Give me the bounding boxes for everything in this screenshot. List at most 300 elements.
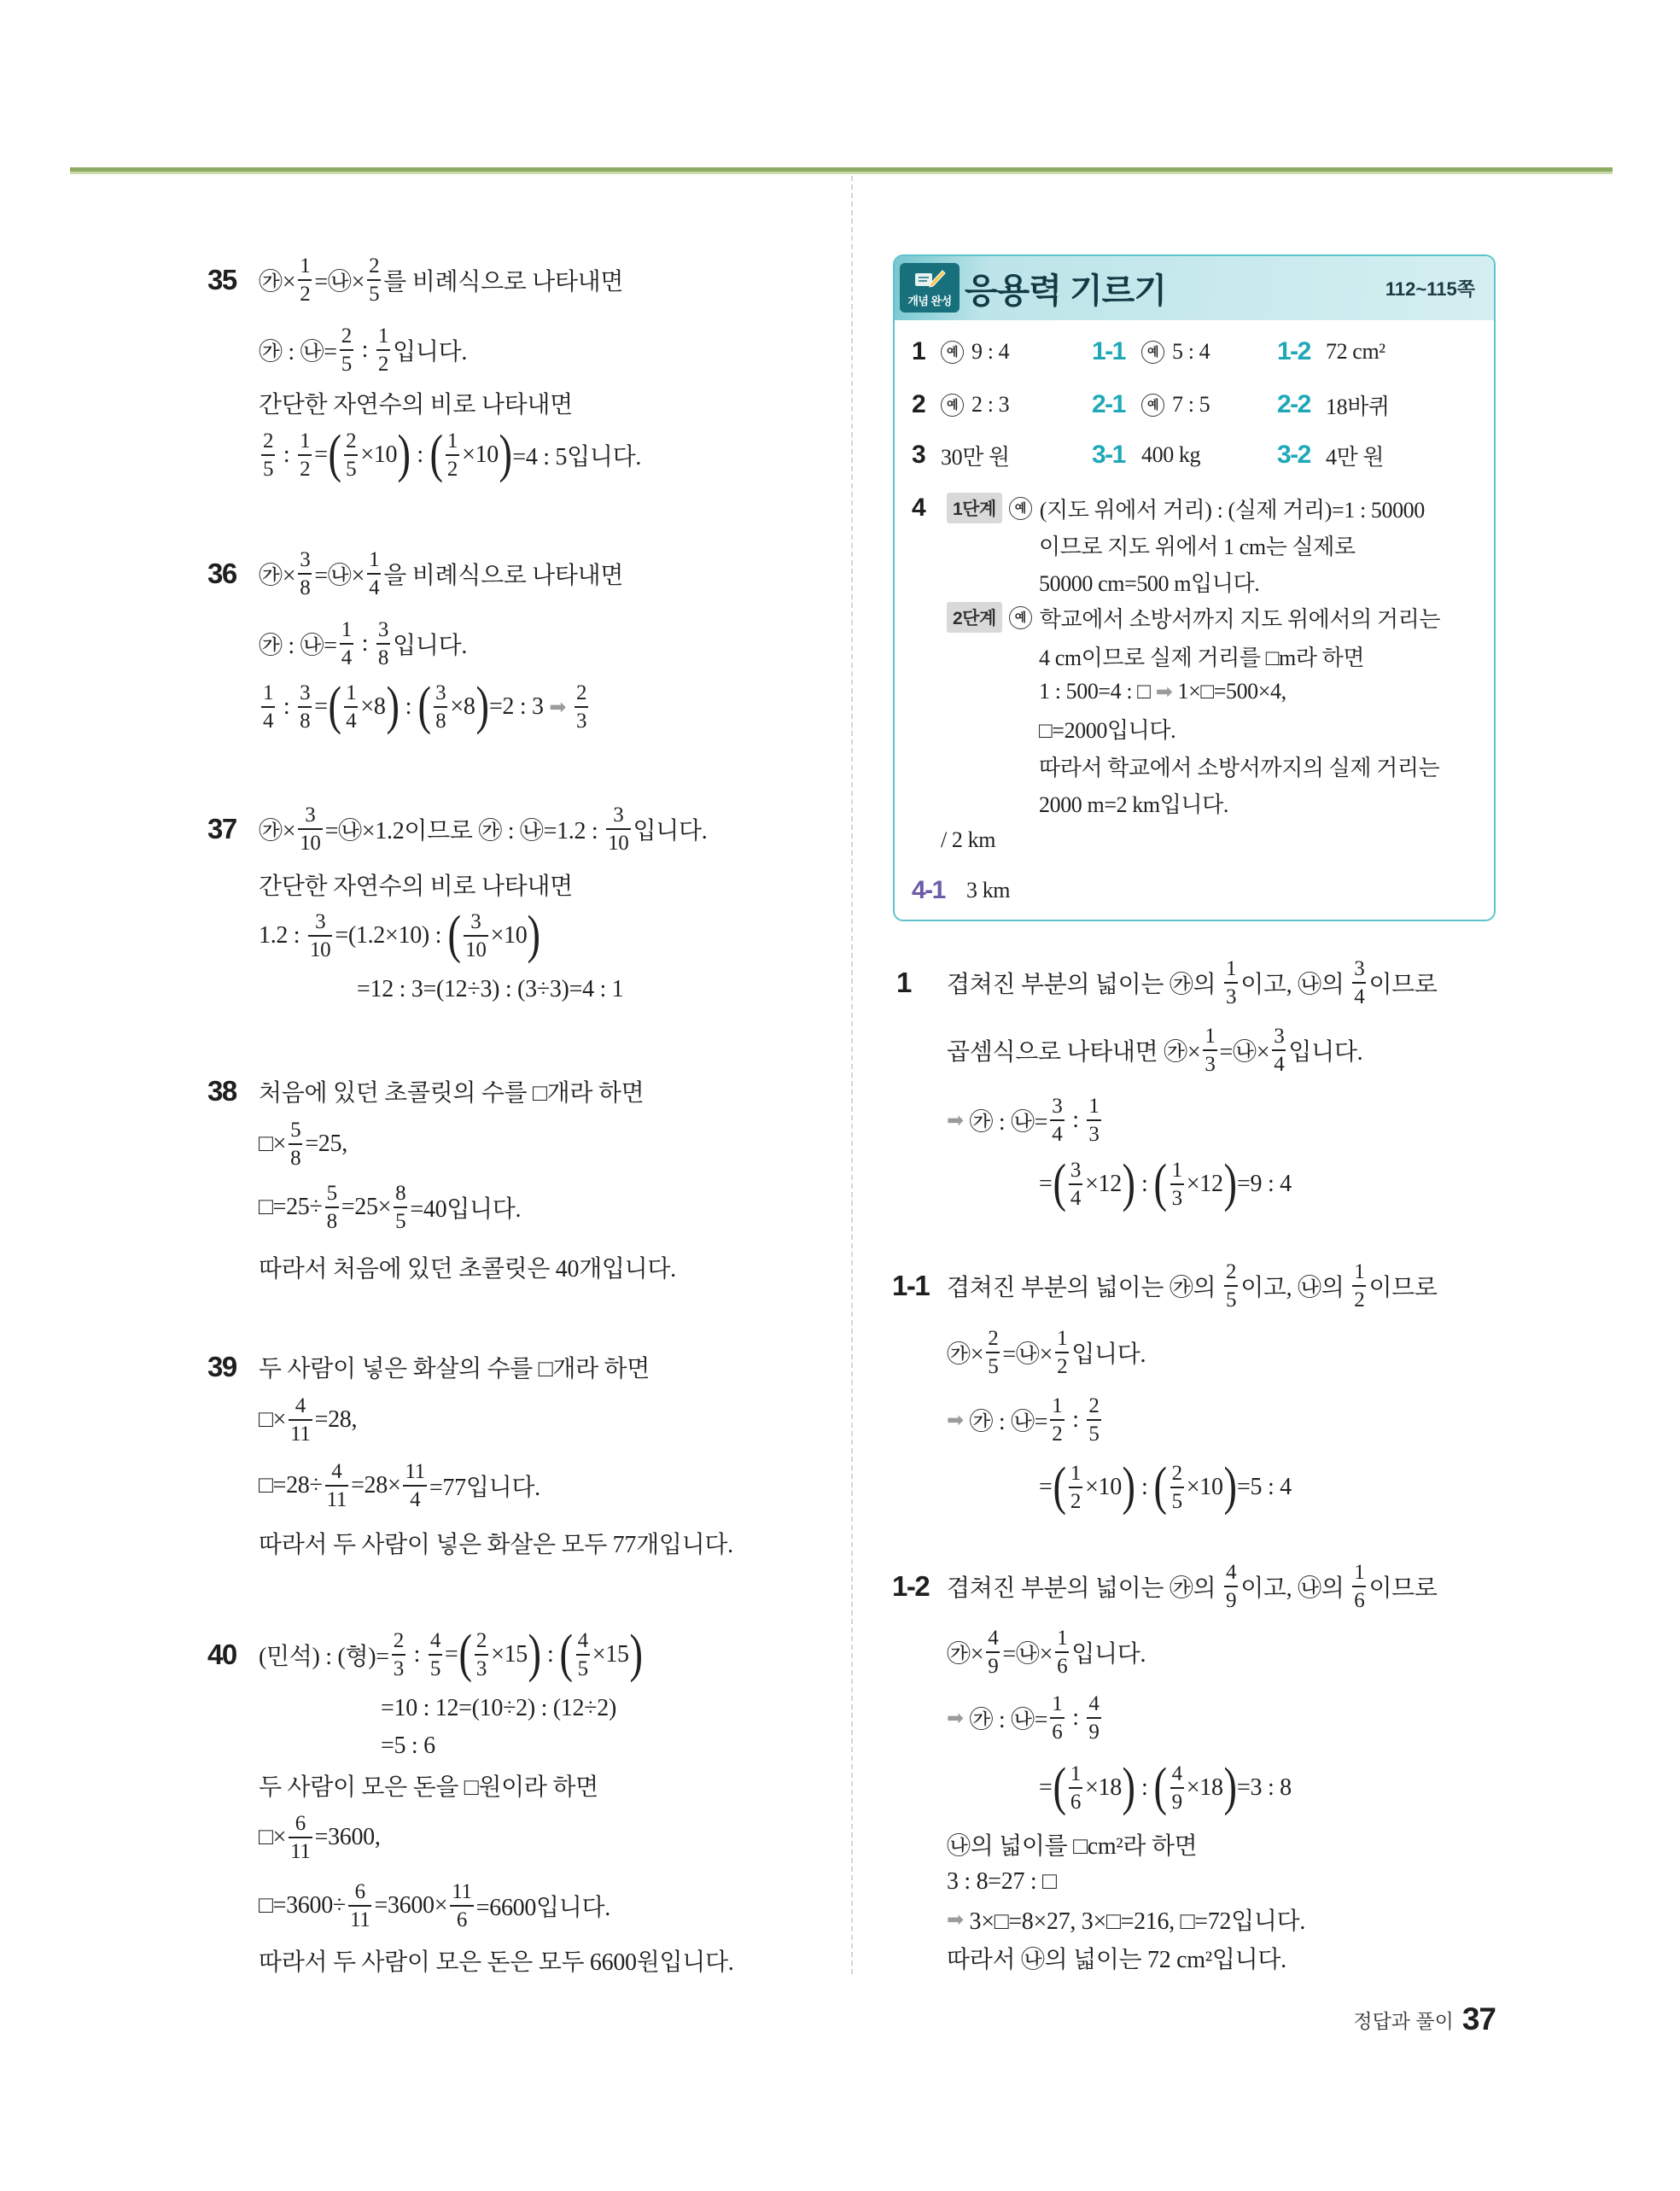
fraction-bar: [298, 706, 312, 708]
solution-line: [259, 1394, 357, 1446]
text-run: 입니다.: [633, 818, 708, 844]
text-run: ㉮ : ㉯=: [259, 339, 337, 365]
text-run: =40입니다.: [410, 1196, 522, 1223]
problem-number: 1: [896, 967, 911, 998]
text-run: 겹쳐진 부분의 넓이는 ㉮의: [947, 1275, 1222, 1301]
text-run: □×: [259, 1131, 287, 1157]
fraction: [1170, 1462, 1184, 1513]
big-parenthesis: ): [1122, 1758, 1135, 1817]
solution-line: [259, 1460, 540, 1511]
fraction: [344, 429, 358, 481]
text-run: =12 : 3=(12÷3) : (3÷3)=4 : 1: [357, 976, 624, 1002]
text-run: =5 : 4: [1237, 1474, 1292, 1500]
fraction: [429, 1629, 442, 1680]
fraction-numerator: 4: [1088, 1692, 1100, 1715]
fraction-numerator: 4: [429, 1629, 441, 1652]
fraction: [986, 1627, 1000, 1678]
answer-number: 2-1: [1092, 390, 1125, 418]
fraction-bar: [986, 1651, 1000, 1653]
fraction-bar: [450, 1905, 473, 1907]
concept-badge: [900, 263, 960, 313]
fraction-denominator: 5: [369, 283, 380, 306]
answer-line: [941, 815, 995, 866]
text-run: :: [1135, 1474, 1154, 1500]
text-run: =9 : 4: [1237, 1171, 1292, 1197]
fraction-denominator: 2: [446, 458, 458, 481]
fraction-denominator: 2: [1057, 1355, 1068, 1378]
fraction-numerator: 3: [300, 548, 311, 571]
fraction: [261, 681, 275, 733]
big-parenthesis: ): [1223, 1458, 1237, 1516]
solution-line: [259, 906, 541, 965]
fraction-denominator: 5: [1225, 1288, 1237, 1312]
text-run: 72 cm²: [1326, 339, 1385, 364]
fraction: [1224, 1561, 1238, 1612]
text-run: ㉮×: [259, 818, 296, 844]
fraction-denominator: 8: [300, 710, 311, 733]
answer-number: 1: [912, 337, 925, 365]
fraction-numerator: 2: [988, 1327, 999, 1350]
text-run: =㉯×: [314, 563, 365, 589]
fraction-numerator: 5: [290, 1119, 301, 1142]
text-run: =㉯×: [1219, 1039, 1270, 1066]
text-run: ×15: [592, 1641, 629, 1668]
text-run: :: [1066, 1406, 1085, 1433]
fraction-numerator: 3: [1070, 1159, 1082, 1182]
big-parenthesis: ): [1223, 1758, 1237, 1817]
fraction-denominator: 5: [263, 458, 274, 481]
fraction-bar: [1055, 1352, 1069, 1353]
answer-number: 1-1: [1092, 337, 1125, 365]
fraction-bar: [367, 279, 381, 281]
fraction: [1069, 1762, 1082, 1814]
text-run: ㉮×: [259, 269, 296, 295]
fraction-denominator: 11: [326, 1488, 347, 1511]
fraction-numerator: 2: [1171, 1462, 1182, 1485]
fraction-denominator: 2: [1354, 1288, 1365, 1312]
fraction: [325, 1182, 339, 1233]
text-run: 1×□=500×4,: [1172, 679, 1286, 704]
text-run: =3600×: [374, 1892, 448, 1919]
fraction-numerator: 1: [300, 429, 311, 453]
solution-line: [259, 803, 707, 855]
big-parenthesis: ): [475, 677, 489, 736]
fraction: [289, 1812, 312, 1863]
fraction-denominator: 6: [1070, 1791, 1082, 1814]
text-run: :: [411, 441, 429, 468]
fraction-bar: [606, 828, 630, 830]
fraction-bar: [367, 573, 381, 575]
fraction: [1050, 1394, 1064, 1446]
fraction-bar: [289, 1143, 302, 1145]
fraction: [475, 1629, 488, 1680]
example-mark: 예: [941, 394, 964, 417]
text-run: =: [1039, 1774, 1053, 1801]
text-run: 4 cm이므로 실제 거리를 □m라 하면: [1039, 645, 1365, 670]
solution-line: [259, 1242, 676, 1293]
solution-line: [947, 1260, 1438, 1312]
fraction: [1224, 957, 1238, 1008]
text-run: 입니다.: [1071, 1341, 1146, 1368]
example-mark: 예: [1009, 497, 1032, 520]
fraction-numerator: 1: [346, 681, 357, 704]
solution-line: [947, 1692, 1104, 1744]
fraction-denominator: 9: [1088, 1721, 1100, 1744]
problem-number: 1-2: [892, 1570, 930, 1602]
answer-value: [1141, 326, 1210, 377]
fraction-denominator: 2: [1052, 1423, 1063, 1446]
fraction-bar: [394, 1207, 407, 1208]
fraction-denominator: 9: [1225, 1589, 1237, 1612]
text-run: ×10: [1085, 1474, 1122, 1500]
big-parenthesis: ): [528, 1625, 541, 1684]
text-run: 이고, ㉯의: [1240, 1275, 1350, 1301]
fraction: [1069, 1462, 1082, 1513]
fraction-numerator: 2: [1088, 1394, 1100, 1417]
fraction: [298, 681, 312, 733]
problem-number: 37: [207, 813, 236, 844]
text-run: 따라서 두 사람이 넣은 화살은 모두 77개입니다.: [259, 1532, 733, 1558]
fraction: [298, 548, 312, 599]
fraction-denominator: 10: [309, 938, 331, 961]
solution-line: [259, 1182, 521, 1233]
fraction-denominator: 8: [290, 1147, 301, 1170]
text-run: =10 : 12=(10÷2) : (12÷2): [381, 1695, 616, 1721]
text-run: =5 : 6: [381, 1732, 435, 1759]
answer-number: 3: [912, 441, 925, 469]
text-run: 5 : 4: [1172, 339, 1210, 364]
text-run: 1.2 :: [259, 922, 306, 949]
fraction: [1055, 1327, 1069, 1378]
text-run: / 2 km: [941, 827, 996, 852]
fraction-denominator: 3: [575, 710, 587, 733]
big-parenthesis: (: [458, 1625, 472, 1684]
fraction-denominator: 5: [577, 1657, 588, 1680]
fraction-numerator: 3: [300, 681, 311, 704]
text-run: 1 : 500=4 : □: [1039, 679, 1156, 704]
answer-value: [1141, 379, 1210, 430]
fraction-numerator: 3: [315, 910, 326, 933]
text-run: 따라서 ㉯의 넓이는 72 cm²입니다.: [947, 1947, 1286, 1973]
text-run: 곱셈식으로 나타내면 ㉮×: [947, 1039, 1201, 1066]
answer-value: [1141, 429, 1200, 481]
text-run: =㉯×: [314, 269, 365, 295]
text-run: 이므로: [1368, 972, 1438, 998]
big-parenthesis: (: [1153, 1154, 1168, 1213]
text-run: □=25÷: [259, 1194, 323, 1220]
fraction-denominator: 3: [1171, 1187, 1182, 1210]
text-run: :: [541, 1641, 560, 1668]
fraction-denominator: 3: [1205, 1053, 1216, 1076]
fraction-bar: [575, 706, 588, 708]
big-parenthesis: (: [1153, 1458, 1168, 1516]
text-run: 입니다.: [393, 633, 468, 659]
fraction-denominator: 11: [290, 1423, 311, 1446]
big-parenthesis: (: [1053, 1154, 1066, 1213]
fraction-denominator: 8: [377, 646, 389, 669]
text-run: ×10: [1186, 1474, 1223, 1500]
text-run: =㉯×1.2이므로 ㉮ : ㉯=1.2 :: [324, 818, 604, 844]
big-parenthesis: (: [417, 677, 431, 736]
problem-number: 39: [207, 1351, 236, 1382]
fraction: [376, 324, 390, 376]
big-parenthesis: ): [528, 906, 541, 965]
text-run: 따라서 두 사람이 모은 돈은 모두 6600원입니다.: [259, 1949, 734, 1976]
text-run: :: [1066, 1704, 1085, 1731]
fraction-bar: [1087, 1717, 1100, 1719]
fraction-bar: [1069, 1787, 1082, 1789]
text-run: =(1.2×10) :: [335, 922, 447, 949]
fraction-numerator: 2: [369, 254, 380, 278]
fraction-bar: [1170, 1787, 1184, 1789]
big-parenthesis: ): [499, 425, 512, 484]
text-run: =3 : 8: [1237, 1774, 1292, 1801]
text-run: =28,: [314, 1406, 358, 1433]
fraction-denominator: 6: [1052, 1721, 1063, 1744]
text-run: 입니다.: [1288, 1039, 1363, 1066]
fraction-bar: [1087, 1419, 1100, 1421]
fraction-bar: [289, 1837, 312, 1838]
fraction-numerator: 2: [346, 429, 357, 453]
fraction: [1224, 1260, 1238, 1312]
fraction-numerator: 4: [1171, 1762, 1182, 1785]
fraction-denominator: 2: [300, 458, 311, 481]
fraction: [450, 1880, 473, 1931]
text-run: □=3600÷: [259, 1892, 346, 1919]
fraction-bar: [376, 349, 390, 351]
footer-label: 정답과 풀이: [1353, 2009, 1454, 2032]
fraction: [348, 1880, 371, 1931]
text-run: □×: [259, 1824, 287, 1850]
text-run: ㉮ : ㉯=: [963, 1109, 1048, 1136]
text-run: :: [277, 441, 296, 468]
big-parenthesis: (: [559, 1625, 574, 1684]
answer-value: [1326, 429, 1384, 481]
fraction-bar: [344, 454, 358, 456]
text-run: ㉮ : ㉯=: [963, 1707, 1048, 1733]
fraction-bar: [325, 1207, 339, 1208]
text-run: ㉮×: [259, 563, 296, 589]
text-run: □×: [259, 1406, 287, 1433]
fraction-denominator: 5: [1088, 1423, 1100, 1446]
fraction-numerator: 3: [470, 910, 481, 933]
text-run: 간단한 자연수의 비로 나타내면: [259, 873, 573, 900]
text-run: 4만 원: [1326, 444, 1385, 470]
fraction: [394, 1182, 407, 1233]
fraction-numerator: 3: [435, 681, 446, 704]
fraction-numerator: 1: [341, 618, 352, 641]
fraction: [1050, 1095, 1064, 1146]
fraction: [1050, 1692, 1064, 1744]
fraction-numerator: 4: [577, 1629, 588, 1652]
fraction-numerator: 2: [1225, 1260, 1237, 1283]
text-run: ×12: [1186, 1171, 1223, 1197]
fraction-denominator: 6: [1354, 1589, 1365, 1612]
text-run: ×10: [462, 441, 499, 468]
fraction: [261, 429, 275, 481]
fraction-numerator: 1: [369, 548, 380, 571]
solution-line: [259, 1812, 381, 1863]
fraction: [576, 1629, 590, 1680]
step-badge: 2단계: [947, 602, 1002, 633]
fraction-bar: [464, 935, 487, 937]
answer-number: 3-1: [1092, 441, 1125, 469]
fraction-denominator: 3: [1225, 985, 1237, 1008]
fraction: [298, 429, 312, 481]
answer-number: 4: [912, 494, 925, 522]
fraction-bar: [261, 706, 275, 708]
solution-line: [947, 1627, 1146, 1678]
text-run: 두 사람이 모은 돈을 □원이라 하면: [259, 1774, 598, 1801]
fraction-bar: [298, 573, 312, 575]
example-mark: 예: [941, 341, 964, 364]
text-run: 400 kg: [1141, 442, 1201, 467]
solution-line: [259, 254, 623, 306]
fraction-numerator: 2: [475, 1629, 487, 1652]
answer-value: [941, 379, 1009, 430]
fraction-numerator: 4: [1225, 1561, 1237, 1584]
fraction: [434, 681, 447, 733]
text-run: [566, 693, 572, 721]
fraction-denominator: 6: [456, 1908, 468, 1931]
solution-line: [947, 1932, 1286, 1984]
text-run: 50000 cm=500 m입니다.: [1039, 570, 1260, 596]
fraction-numerator: 1: [1070, 1462, 1082, 1485]
fraction-denominator: 6: [1057, 1655, 1068, 1678]
text-run: 이므로: [1368, 1575, 1438, 1602]
solution-line: [259, 1341, 650, 1393]
text-run: (지도 위에서 거리) : (실제 거리)=1 : 50000: [1039, 497, 1425, 523]
text-run: 9 : 4: [971, 339, 1010, 364]
example-mark: 예: [1009, 606, 1032, 629]
text-run: 3 : 8=27 : □: [947, 1868, 1057, 1895]
fraction: [1170, 1762, 1184, 1814]
text-run: ㉮×: [947, 1641, 984, 1668]
fraction-numerator: 1: [1052, 1692, 1063, 1715]
fraction-bar: [298, 279, 312, 281]
right-arrow-icon: ➡: [947, 1908, 964, 1931]
fraction: [1055, 1627, 1069, 1678]
fraction: [376, 618, 390, 669]
text-run: =28×: [351, 1472, 401, 1499]
text-run: ×18: [1186, 1774, 1223, 1801]
pencil-icon: [913, 268, 946, 289]
text-run: 3 km: [966, 878, 1011, 903]
solution-line: [259, 1760, 598, 1811]
fraction: [367, 548, 381, 599]
fraction-bar: [340, 643, 353, 645]
fraction-bar: [261, 454, 275, 456]
concept-badge-label: 개념 완성: [907, 295, 952, 307]
text-run: ×8: [450, 693, 475, 720]
fraction-bar: [1224, 1285, 1238, 1287]
text-run: 이고, ㉯의: [1240, 1575, 1350, 1602]
fraction-numerator: 1: [1354, 1260, 1365, 1283]
fraction-bar: [1352, 1586, 1366, 1587]
fraction: [340, 618, 353, 669]
page-footer: [1353, 1998, 1496, 2041]
solution-line: [1039, 1154, 1292, 1213]
fraction: [1352, 1260, 1366, 1312]
big-parenthesis: (: [328, 677, 341, 736]
fraction: [1170, 1159, 1184, 1210]
text-run: :: [355, 336, 374, 363]
text-run: :: [1066, 1107, 1085, 1133]
big-parenthesis: (: [1053, 1758, 1066, 1817]
solution-line: [947, 1095, 1104, 1146]
fraction-denominator: 4: [369, 576, 380, 599]
fraction-denominator: 10: [465, 938, 487, 961]
fraction: [289, 1394, 312, 1446]
fraction-bar: [348, 1905, 371, 1907]
text-run: =: [445, 1641, 458, 1668]
fraction-bar: [340, 349, 353, 351]
solution-line: [259, 1625, 643, 1684]
fraction-numerator: 4: [295, 1394, 306, 1417]
big-parenthesis: (: [429, 425, 443, 484]
text-run: ×8: [360, 693, 386, 720]
fraction-bar: [1050, 1717, 1064, 1719]
fraction-numerator: 3: [613, 803, 624, 827]
solution-line: [259, 1119, 347, 1170]
big-parenthesis: ): [1122, 1154, 1135, 1213]
fraction-numerator: 1: [446, 429, 458, 453]
text-run: ×10: [360, 441, 398, 468]
solution-line: [259, 548, 623, 599]
text-run: 간단한 자연수의 비로 나타내면: [259, 392, 573, 418]
fraction-denominator: 4: [1354, 985, 1365, 1008]
solution-line: [259, 1935, 733, 1986]
fraction-denominator: 8: [300, 576, 311, 599]
fraction-bar: [289, 1419, 312, 1421]
fraction-numerator: 2: [393, 1629, 404, 1652]
answer-number: 2: [912, 390, 925, 418]
solution-line: [1039, 1758, 1292, 1817]
text-run: 입니다.: [1071, 1641, 1146, 1668]
fraction-bar: [576, 1654, 590, 1656]
fraction-denominator: 4: [263, 710, 274, 733]
fraction-denominator: 11: [290, 1840, 311, 1863]
big-parenthesis: ): [1122, 1458, 1135, 1516]
fraction-bar: [1055, 1651, 1069, 1653]
text-run: =25,: [305, 1131, 347, 1157]
big-parenthesis: (: [1153, 1758, 1168, 1817]
fraction-numerator: 3: [1274, 1025, 1285, 1048]
fraction-numerator: 4: [331, 1460, 342, 1483]
text-run: 을 비례식으로 나타내면: [383, 563, 624, 589]
text-run: :: [277, 693, 296, 720]
page-range: 112~115쪽: [1385, 278, 1475, 300]
text-run: =㉯×: [1002, 1341, 1053, 1368]
text-run: ×15: [491, 1641, 528, 1668]
fraction-bar: [446, 454, 459, 456]
fraction-numerator: 1: [1088, 1095, 1100, 1118]
fraction-denominator: 2: [1070, 1490, 1082, 1513]
fraction-numerator: 1: [1070, 1762, 1082, 1785]
text-run: =4 : 5입니다.: [512, 444, 642, 470]
text-run: =25×: [341, 1194, 392, 1220]
fraction-bar: [308, 935, 332, 937]
solution-line: [259, 1517, 733, 1569]
fraction: [289, 1119, 302, 1170]
right-arrow-icon: ➡: [947, 1108, 964, 1132]
answer-number: 2-2: [1277, 390, 1310, 418]
solution-line: [259, 1880, 610, 1931]
text-run: 를 비례식으로 나타내면: [383, 269, 624, 295]
answer-value: [941, 429, 1010, 481]
fraction-denominator: 4: [1070, 1187, 1082, 1210]
fraction-numerator: 1: [1171, 1159, 1182, 1182]
